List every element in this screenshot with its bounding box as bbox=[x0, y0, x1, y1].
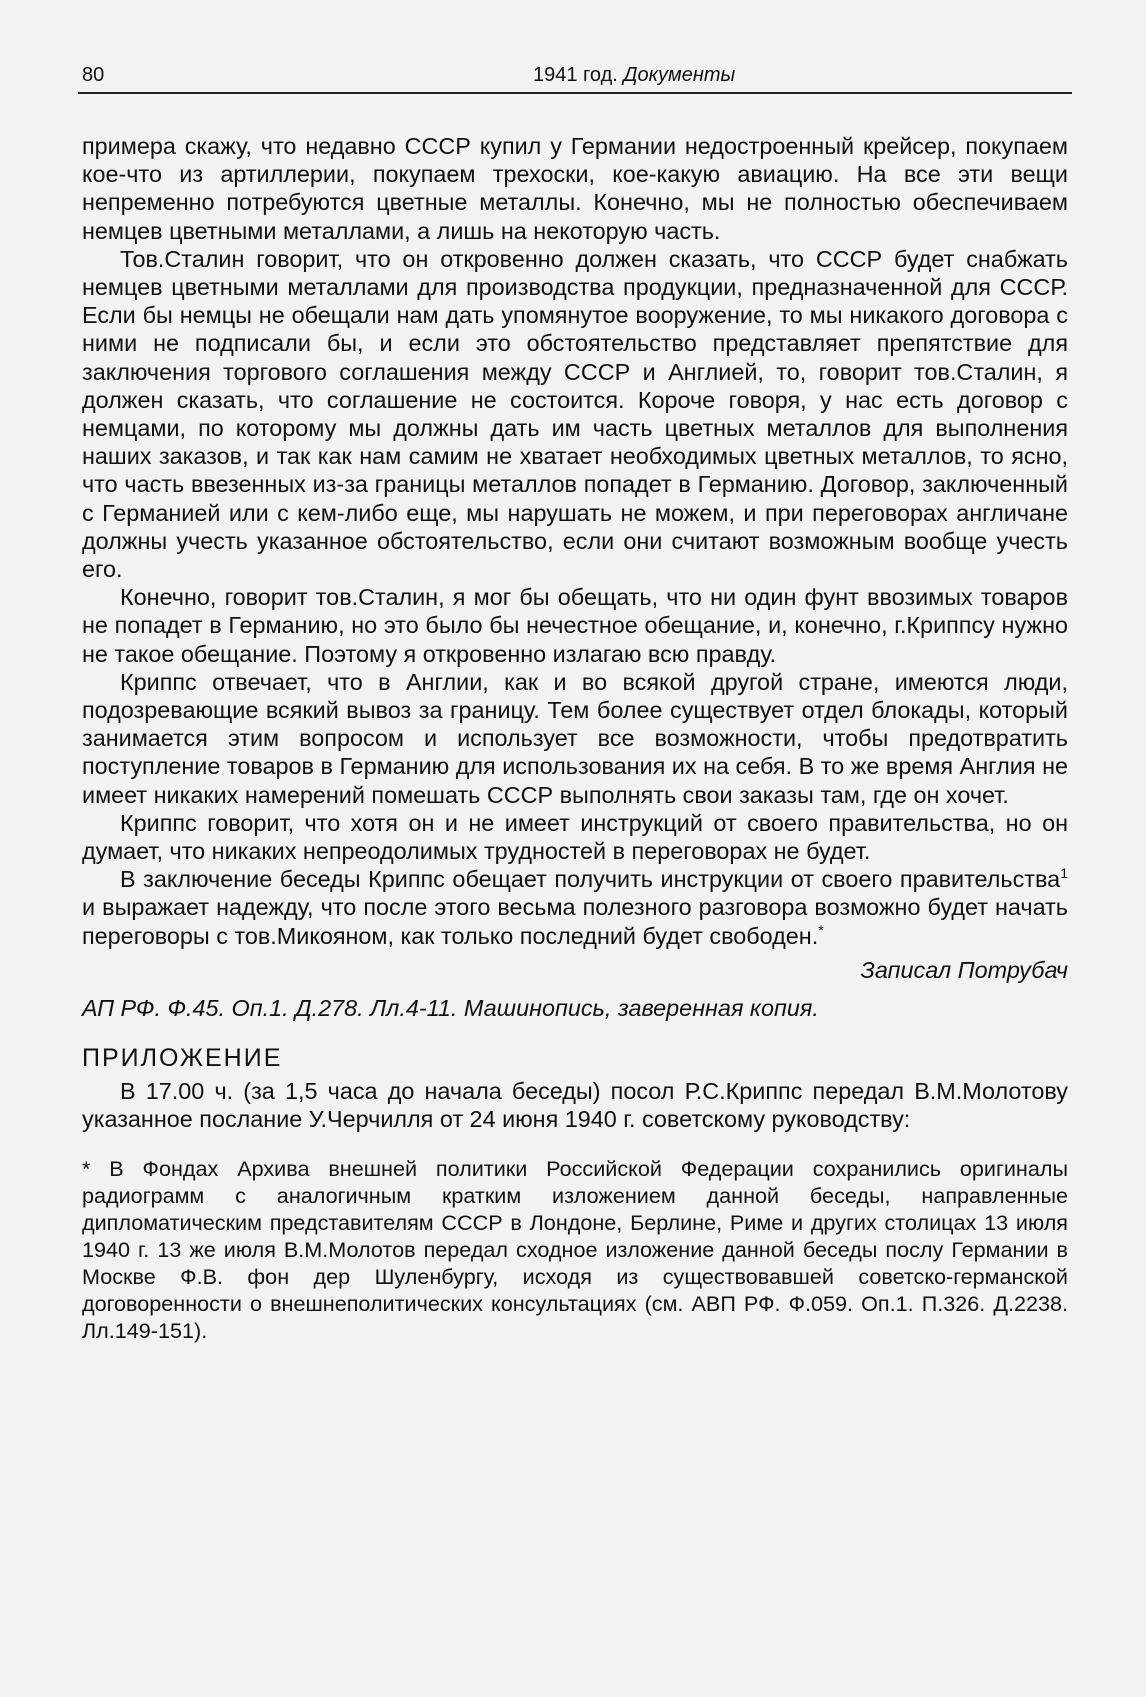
paragraph-3: Конечно, говорит тов.Сталин, я мог бы обещать, что ни один фунт ввозимых товаров не попадет в Германию, но это было бы нечестное обещание, и, конечно, г.Криппсу нужно не такое обещание. Поэтому я откровенно излагаю всю правду. bbox=[82, 584, 1068, 667]
paragraph-4: Криппс отвечает, что в Англии, как и во всякой другой стране, имеются люди, подозревающие всякий вывоз за границу. Тем более существует отдел блокады, который занимается этим вопросом и использует все возможности, чтобы предотвратить поступление товаров в Германию для использования их на себя. В то же время Англия не имеет никаких намерений помешать СССР выполнять свои заказы там, где он хочет. bbox=[82, 668, 1068, 808]
footnote bbox=[82, 1155, 1068, 1344]
paragraph-1: примера скажу, что недавно СССР купил у Германии недостроенный крейсер, покупаем кое-что из артиллерии, покупаем трехоски, кое-какую авиацию. На все эти вещи непременно потребуются цветные металлы. Конечно, мы не полностью обеспечиваем немцев цветными металлами, а лишь на некоторую часть. bbox=[82, 133, 1068, 244]
footnote-text: В Фондах Архива внешней политики Российской Федерации сохранились оригиналы радиограмм с аналогичным кратким изложением данной беседы, направленные дипломатическим представителям СССР в Лондоне, Берлине, Риме и других столицах 13 июля 1940 г. 13 же июля В.М.Молотов передал сходное изложение данной беседы послу Германии в Москве Ф.В. фон дер Шуленбургу, исходя из существовавшей советско-германской договоренности о внешнеполитических консультациях (см. АВП РФ. Ф.059. Оп.1. П.326. Д.2238. Лл.149-151). bbox=[82, 1155, 1068, 1343]
paragraph-2: Тов.Сталин говорит, что он откровенно должен сказать, что СССР будет снабжать немцев цветными металлами для производства продукции, предназначенной для СССР. Если бы немцы не обещали нам дать упомянутое вооружение, то мы никакого договора с ними не подписали бы, и если это обстоятельство представляет препятствие для заключения торгового соглашения между СССР и Англией, то, говорит тов.Сталин, я должен сказать, что соглашение не состоится. Короче говоря, у нас есть договор с немцами, по которому мы должны дать им часть цветных металлов для выполнения наших заказов, и так как нам самим не хватает необходимых цветных металлов, то ясно, что часть ввезенных из-за границы металлов попадет в Германию. Договор, заключенный с Германией или с кем-либо еще, мы нарушать не можем, и при переговорах англичане должны учесть указанное обстоятельство, если они считают возможным вообще учесть его. bbox=[82, 245, 1068, 583]
footnote-marker: * bbox=[82, 1155, 91, 1181]
paragraph-6-part-a: В заключение беседы Криппс обещает получить инструкции от своего правительства bbox=[120, 866, 1061, 893]
page-number: 80 bbox=[82, 64, 105, 86]
appendix-text: В 17.00 ч. (за 1,5 часа до начала беседы) посол Р.С.Криппс передал В.М.Молотову указанное послание У.Черчилля от 24 июня 1940 г. советскому руководству: bbox=[82, 1077, 1068, 1132]
running-title bbox=[533, 64, 735, 87]
footnote-ref-star: * bbox=[818, 921, 824, 938]
paragraph-5: Криппс говорит, что хотя он и не имеет инструкций от своего правительства, но он думает, что никаких непреодолимых трудностей в переговорах не будет. bbox=[82, 809, 1068, 865]
running-head bbox=[78, 58, 1066, 90]
header-rule bbox=[78, 92, 1072, 94]
running-title-year: 1941 год. bbox=[533, 64, 618, 86]
paragraph-6 bbox=[82, 865, 1068, 950]
appendix-heading: ПРИЛОЖЕНИЕ bbox=[82, 1044, 283, 1073]
running-title-section: Документы bbox=[623, 64, 736, 86]
footnote-ref-1: 1 bbox=[1060, 865, 1068, 882]
signature: Записал Потрубач bbox=[860, 956, 1068, 983]
paragraph-6-part-b: и выражает надежду, что после этого весьма полезного разговора возможно будет начать переговоры с тов.Микояном, как только последний будет свободен. bbox=[82, 894, 1068, 949]
archive-source: АП РФ. Ф.45. Оп.1. Д.278. Лл.4-11. Машинопись, заверенная копия. bbox=[82, 995, 819, 1022]
body-text bbox=[82, 132, 1068, 1344]
